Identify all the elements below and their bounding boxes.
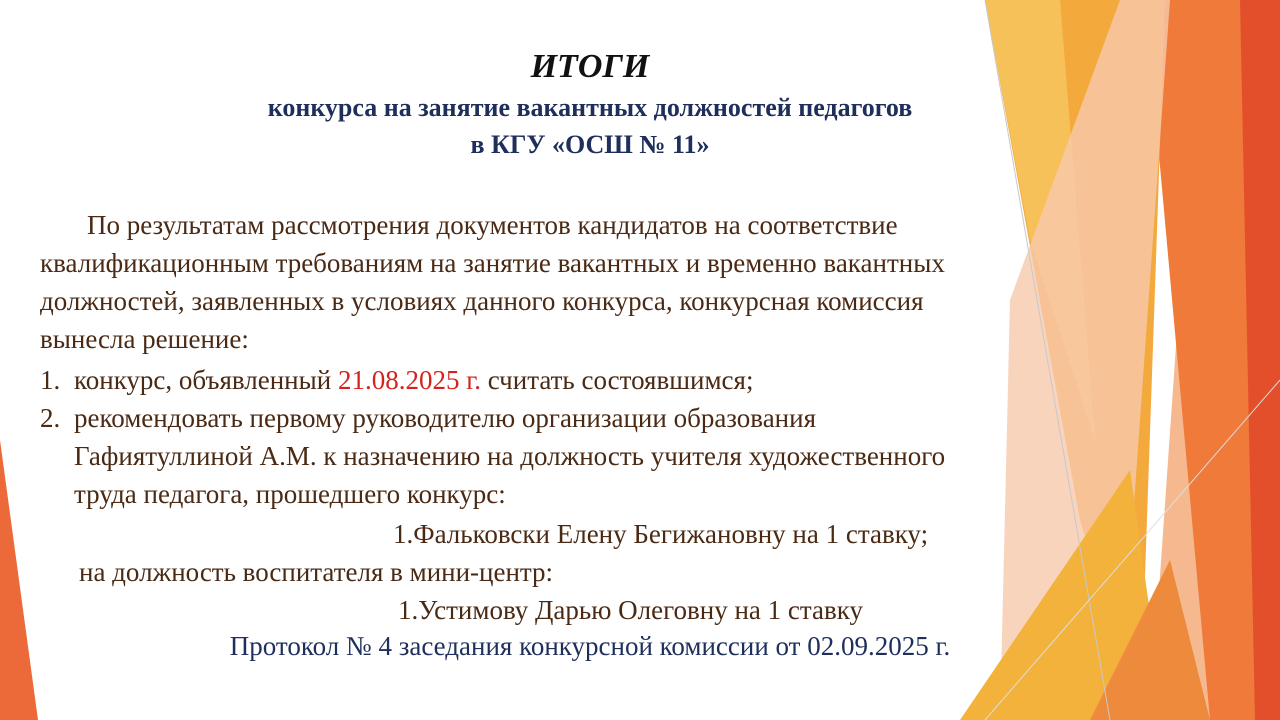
page-subtitle-line2: в КГУ «ОСШ № 11» (470, 130, 710, 159)
list-item-2-number: 2. (40, 403, 61, 433)
left-orange-shard (0, 440, 38, 720)
list-item-2-line-1: рекомендовать первому руководителю организации образования (74, 403, 816, 433)
intro-line-4: вынесла решение: (40, 324, 249, 354)
list-item-2-line-3: труда педагога, прошедшего конкурс: (74, 479, 506, 509)
list-item-1-number: 1. (40, 365, 61, 395)
contest-date: 21.08.2025 г. (337, 365, 481, 395)
candidate-teacher: 1.Фальковски Елену Бегижановну на 1 ставку; (393, 519, 929, 549)
intro-line-2: квалификационным требованиям на занятие вакантных и временно вакантных (40, 248, 945, 278)
intro-line-3: должностей, заявленных в условиях данного конкурса, конкурсная комиссия (40, 286, 924, 316)
educator-position: на должность воспитателя в мини-центр: (79, 557, 554, 587)
intro-line-1: По результатам рассмотрения документов кандидатов на соответствие (87, 210, 898, 240)
protocol-line: Протокол № 4 заседания конкурсной комиссии от 02.09.2025 г. (229, 631, 951, 661)
list-item-1-text-before: конкурс, объявленный (74, 365, 338, 395)
list-item-2-line-2: Гафиятуллиной А.М. к назначению на должность учителя художественного (74, 441, 946, 471)
candidate-educator: 1.Устимову Дарью Олеговну на 1 ставку (398, 595, 863, 625)
list-item-1-text-after: считать состоявшимся; (480, 365, 754, 395)
list-item-2 (40, 400, 816, 436)
page-title: ИТОГИ (530, 48, 650, 85)
list-item-1 (40, 362, 753, 398)
page-subtitle-line1: конкурса на занятие вакантных должностей педагогов (267, 93, 913, 122)
